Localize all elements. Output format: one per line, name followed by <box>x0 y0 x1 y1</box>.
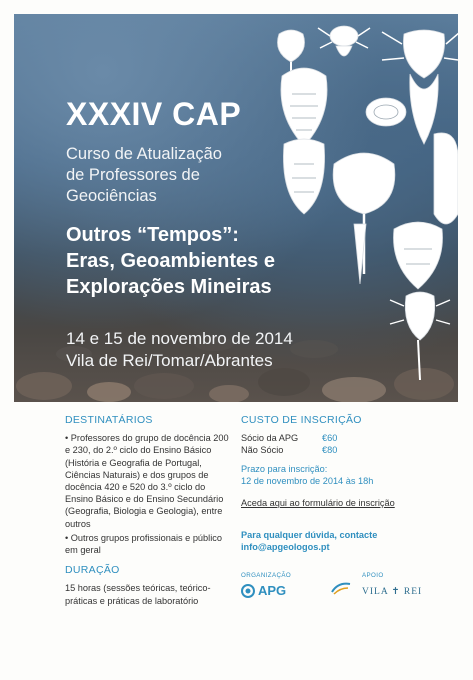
fee-value: €80 <box>322 445 338 456</box>
course-title <box>66 144 266 207</box>
apoio-block <box>362 572 422 597</box>
fee-value: €60 <box>322 433 338 444</box>
organizacao-block <box>241 572 291 598</box>
destinatarios-bullet: • Outros grupos profissionais e público em geral <box>65 532 222 556</box>
fee-row-socio <box>241 432 446 444</box>
apg-logo-icon <box>241 584 255 598</box>
deadline-label: Prazo para inscrição: <box>241 463 328 474</box>
theme-line: Explorações Mineiras <box>66 276 272 298</box>
fee-label: Sócio da APG <box>241 433 299 444</box>
apoio-symbol <box>330 580 352 601</box>
deadline-text: 12 de novembro de 2014 às 18h <box>241 475 374 486</box>
course-line: Geociências <box>66 187 157 205</box>
right-column <box>241 414 446 554</box>
contact-email-link[interactable]: info@apgeologos.pt <box>241 542 330 553</box>
wave-logo-icon <box>330 580 352 596</box>
event-title: XXXIV CAP <box>66 96 242 132</box>
theme-title <box>66 222 326 300</box>
registration-form-link[interactable]: Aceda aqui ao formulário de inscrição <box>241 498 395 509</box>
duracao-text: 15 horas (sessões teóricas, teórico-práticas e práticas de laboratório <box>65 583 211 606</box>
fee-row-nao-socio <box>241 444 446 456</box>
vila-de-rei-logo-text: VILA ✝ REI <box>362 587 423 597</box>
places-text: Vila de Rei/Tomar/Abrantes <box>66 351 273 370</box>
destinatarios-bullet: • Professores do grupo de docência 200 e 230, do 2.º ciclo do Ensino Básico (História e Geografia de Portugal, Ciências Naturais) e dos grupos de docência 420 e 520 do 3.º ciclo do Ensino Básico e do Ensino Secundário (Geografia, Biologia e Geologia), entre outros <box>65 433 229 529</box>
apg-logo-text: APG <box>258 583 287 598</box>
custo-title: CUSTO DE INSCRIÇÃO <box>241 414 362 426</box>
hero-banner <box>14 14 458 402</box>
organizacao-label: ORGANIZAÇÃO <box>241 572 292 579</box>
duracao-title: DURAÇÃO <box>65 564 120 577</box>
theme-line: Eras, Geoambientes e <box>66 250 275 272</box>
fee-label: Não Sócio <box>241 445 284 456</box>
event-dates <box>66 328 306 372</box>
apoio-label: APOIO <box>362 572 384 579</box>
theme-line: Outros “Tempos”: <box>66 224 239 246</box>
destinatarios-title: DESTINATÁRIOS <box>65 414 153 426</box>
dates-text: 14 e 15 de novembro de 2014 <box>66 329 293 348</box>
course-line: Curso de Atualização <box>66 145 222 163</box>
course-line: de Professores de <box>66 166 200 184</box>
contact-line: Para qualquer dúvida, contacte <box>241 530 378 541</box>
left-column <box>65 414 235 607</box>
